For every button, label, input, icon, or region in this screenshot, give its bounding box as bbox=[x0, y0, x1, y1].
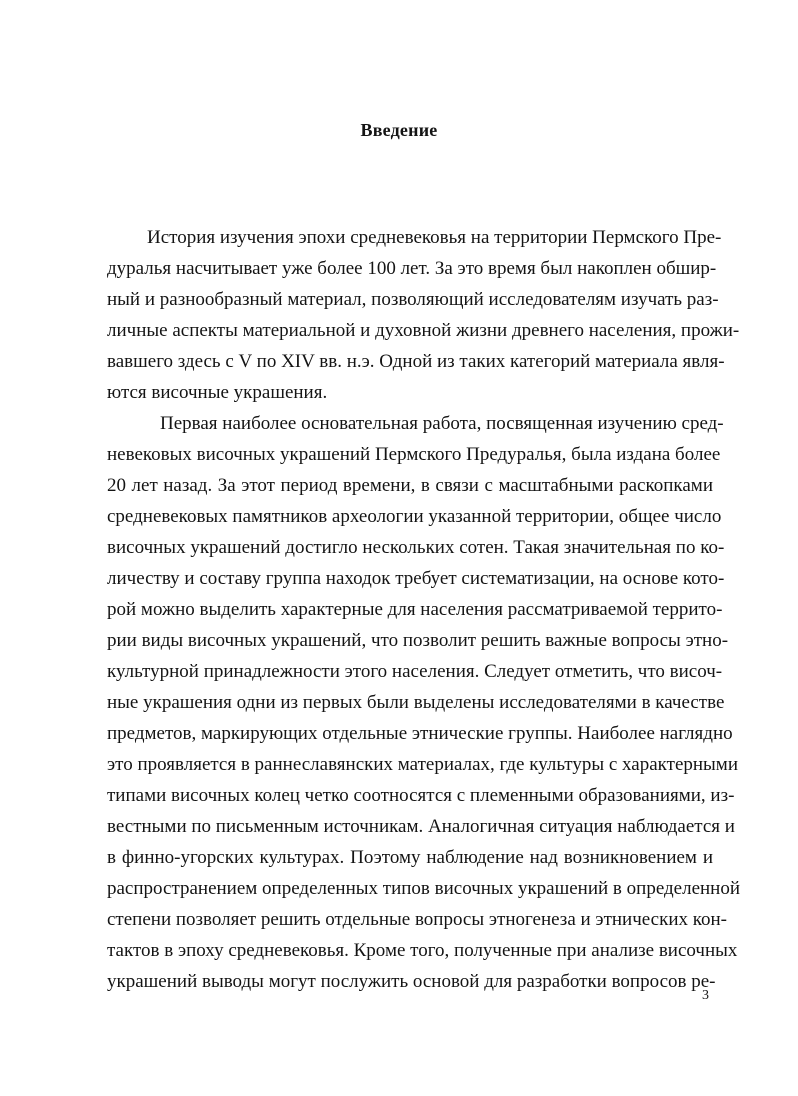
paragraph-2-line: степени позволяет решить отдельные вопросы этногенеза и этнических кон- bbox=[107, 909, 728, 930]
paragraph-2-line: невековых височных украшений Пермского Предуралья, была издана более bbox=[107, 444, 721, 465]
paragraph-1-line: дуралья насчитывает уже более 100 лет. За это время был накоплен обшир- bbox=[107, 258, 717, 279]
paragraph-1-line: ются височные украшения. bbox=[107, 382, 328, 403]
paragraph-2-line: ные украшения одни из первых были выделены исследователями в качестве bbox=[107, 692, 725, 713]
paragraph-2-line: вестными по письменным источникам. Аналогичная ситуация наблюдается и bbox=[107, 816, 735, 837]
page-number: 3 bbox=[702, 988, 709, 1003]
paragraph-2-line: средневековых памятников археологии указанной территории, общее число bbox=[107, 506, 722, 527]
paragraph-1-line: История изучения эпохи средневековья на территории Пермского Пре- bbox=[147, 227, 722, 248]
paragraph-2-line: тактов в эпоху средневековья. Кроме того, полученные при анализе височных bbox=[107, 940, 738, 961]
paragraph-2-line: это проявляется в раннеславянских материалах, где культуры с характерными bbox=[107, 754, 738, 775]
paragraph-2-line: в финно-угорских культурах. Поэтому наблюдение над возникновением и bbox=[107, 847, 713, 868]
paragraph-2-line: типами височных колец четко соотносятся с племенными образованиями, из- bbox=[107, 785, 735, 806]
paragraph-2-line: распространением определенных типов височных украшений в определенной bbox=[107, 878, 741, 899]
paragraph-2-line: украшений выводы могут послужить основой для разработки вопросов ре- bbox=[107, 971, 716, 992]
paragraph-1-line: личные аспекты материальной и духовной жизни древнего населения, прожи- bbox=[107, 320, 740, 341]
paragraph-2-line: рой можно выделить характерные для населения рассматриваемой террито- bbox=[107, 599, 723, 620]
paragraph-1-line: вавшего здесь с V по XIV вв. н.э. Одной из таких категорий материала явля- bbox=[107, 351, 725, 372]
paragraph-2-line: предметов, маркирующих отдельные этнические группы. Наиболее наглядно bbox=[107, 723, 733, 744]
paragraph-2-line: культурной принадлежности этого населения. Следует отметить, что височ- bbox=[107, 661, 723, 682]
paragraph-2-line: рии виды височных украшений, что позволит решить важные вопросы этно- bbox=[107, 630, 729, 651]
page-title: Введение bbox=[360, 120, 438, 140]
paragraph-2-line: Первая наиболее основательная работа, посвященная изучению сред- bbox=[160, 413, 724, 434]
paragraph-1-line: ный и разнообразный материал, позволяющий исследователям изучать раз- bbox=[107, 289, 719, 310]
paragraph-2-line: 20 лет назад. За этот период времени, в связи с масштабными раскопками bbox=[107, 475, 713, 496]
paragraph-2-line: личеству и составу группа находок требует систематизации, на основе кото- bbox=[107, 568, 725, 589]
paragraph-2-line: височных украшений достигло нескольких сотен. Такая значительная по ко- bbox=[107, 537, 725, 558]
